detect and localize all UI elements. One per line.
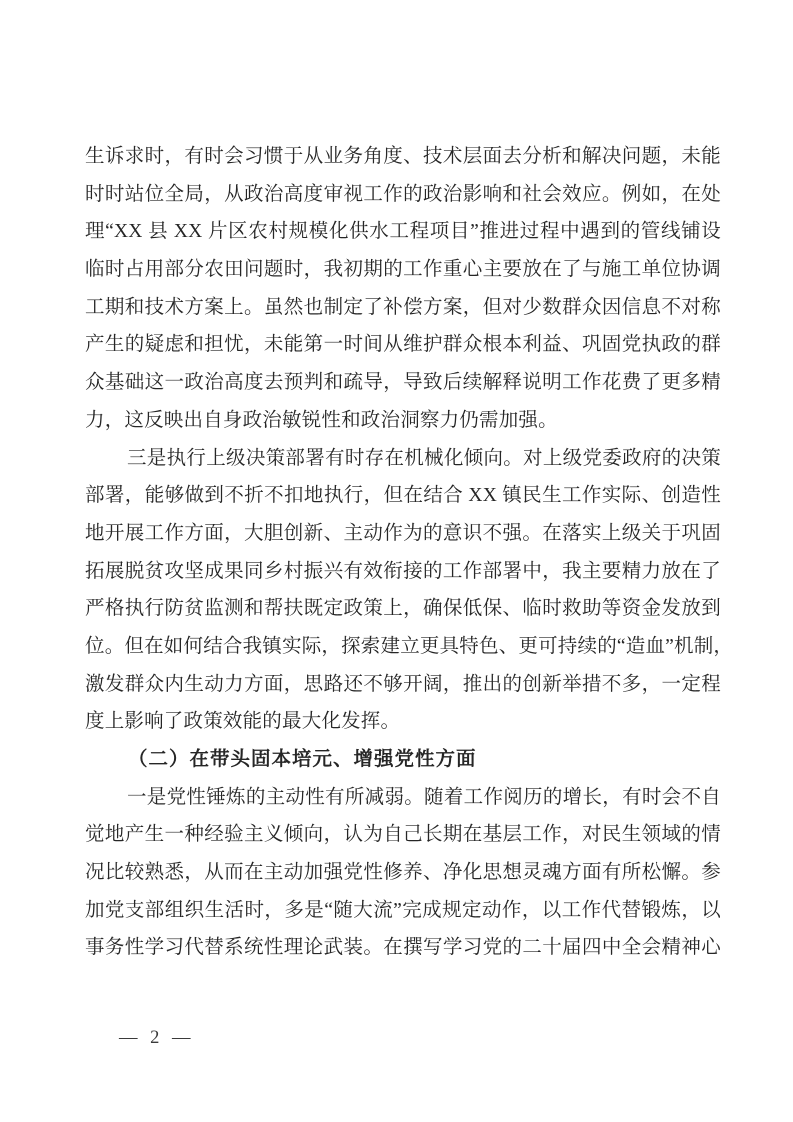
body-line: 况比较熟悉，从而在主动加强党性修养、净化思想灵魂方面有所松懈。参 — [85, 862, 721, 884]
body-line: 产生的疑虑和担忧，未能第一时间从维护群众根本利益、巩固党执政的群 — [85, 334, 721, 356]
body-line: 严格执行防贫监测和帮扶既定政策上，确保低保、临时救助等资金发放到 — [85, 598, 721, 620]
body-line: 加党支部组织生活时，多是“随大流”完成规定动作，以工作代替锻炼，以 — [85, 899, 721, 921]
page-number: — 2 — — [119, 1028, 195, 1048]
section-heading: （二）在带头固本培元、增强党性方面 — [128, 749, 477, 770]
body-line: 激发群众内生动力方面，思路还不够开阔，推出的创新举措不多，一定程 — [85, 673, 721, 695]
body-line: 生诉求时，有时会习惯于从业务角度、技术层面去分析和解决问题，未能 — [85, 146, 721, 167]
body-line: 众基础这一政治高度去预判和疏导，导致后续解释说明工作花费了更多精 — [85, 372, 721, 394]
body-line: 位。但在如何结合我镇实际，探索建立更具特色、更可持续的“造血”机制， — [85, 635, 734, 657]
body-line: 工期和技术方案上。虽然也制定了补偿方案，但对少数群众因信息不对称 — [85, 296, 721, 318]
body-line: 临时占用部分农田问题时，我初期的工作重心主要放在了与施工单位协调 — [85, 259, 721, 281]
body-line: 事务性学习代替系统性理论武装。在撰写学习党的二十届四中全会精神心 — [85, 937, 721, 959]
body-line: 度上影响了政策效能的最大化发挥。 — [85, 711, 401, 733]
body-line: 理“XX 县 XX 片区农村规模化供水工程项目”推进过程中遇到的管线铺设 — [85, 221, 721, 243]
body-line: 力，这反映出自身政治敏锐性和政治洞察力仍需加强。 — [85, 409, 558, 431]
body-line: 地开展工作方面，大胆创新、主动作为的意识不强。在落实上级关于巩固 — [85, 522, 721, 544]
body-line: 时时站位全局，从政治高度审视工作的政治影响和社会效应。例如，在处 — [85, 183, 721, 205]
body-line: 拓展脱贫攻坚成果同乡村振兴有效衔接的工作部署中，我主要精力放在了 — [85, 560, 721, 582]
body-line: 部署，能够做到不折不扣地执行，但在结合 XX 镇民生工作实际、创造性 — [85, 485, 721, 507]
body-line: 三是执行上级决策部署有时存在机械化倾向。对上级党委政府的决策 — [127, 447, 721, 469]
body-line: 一是党性锤炼的主动性有所减弱。随着工作阅历的增长，有时会不自 — [127, 786, 721, 808]
body-line: 觉地产生一种经验主义倾向，认为自己长期在基层工作，对民生领域的情 — [85, 824, 721, 846]
document-body — [85, 138, 734, 967]
